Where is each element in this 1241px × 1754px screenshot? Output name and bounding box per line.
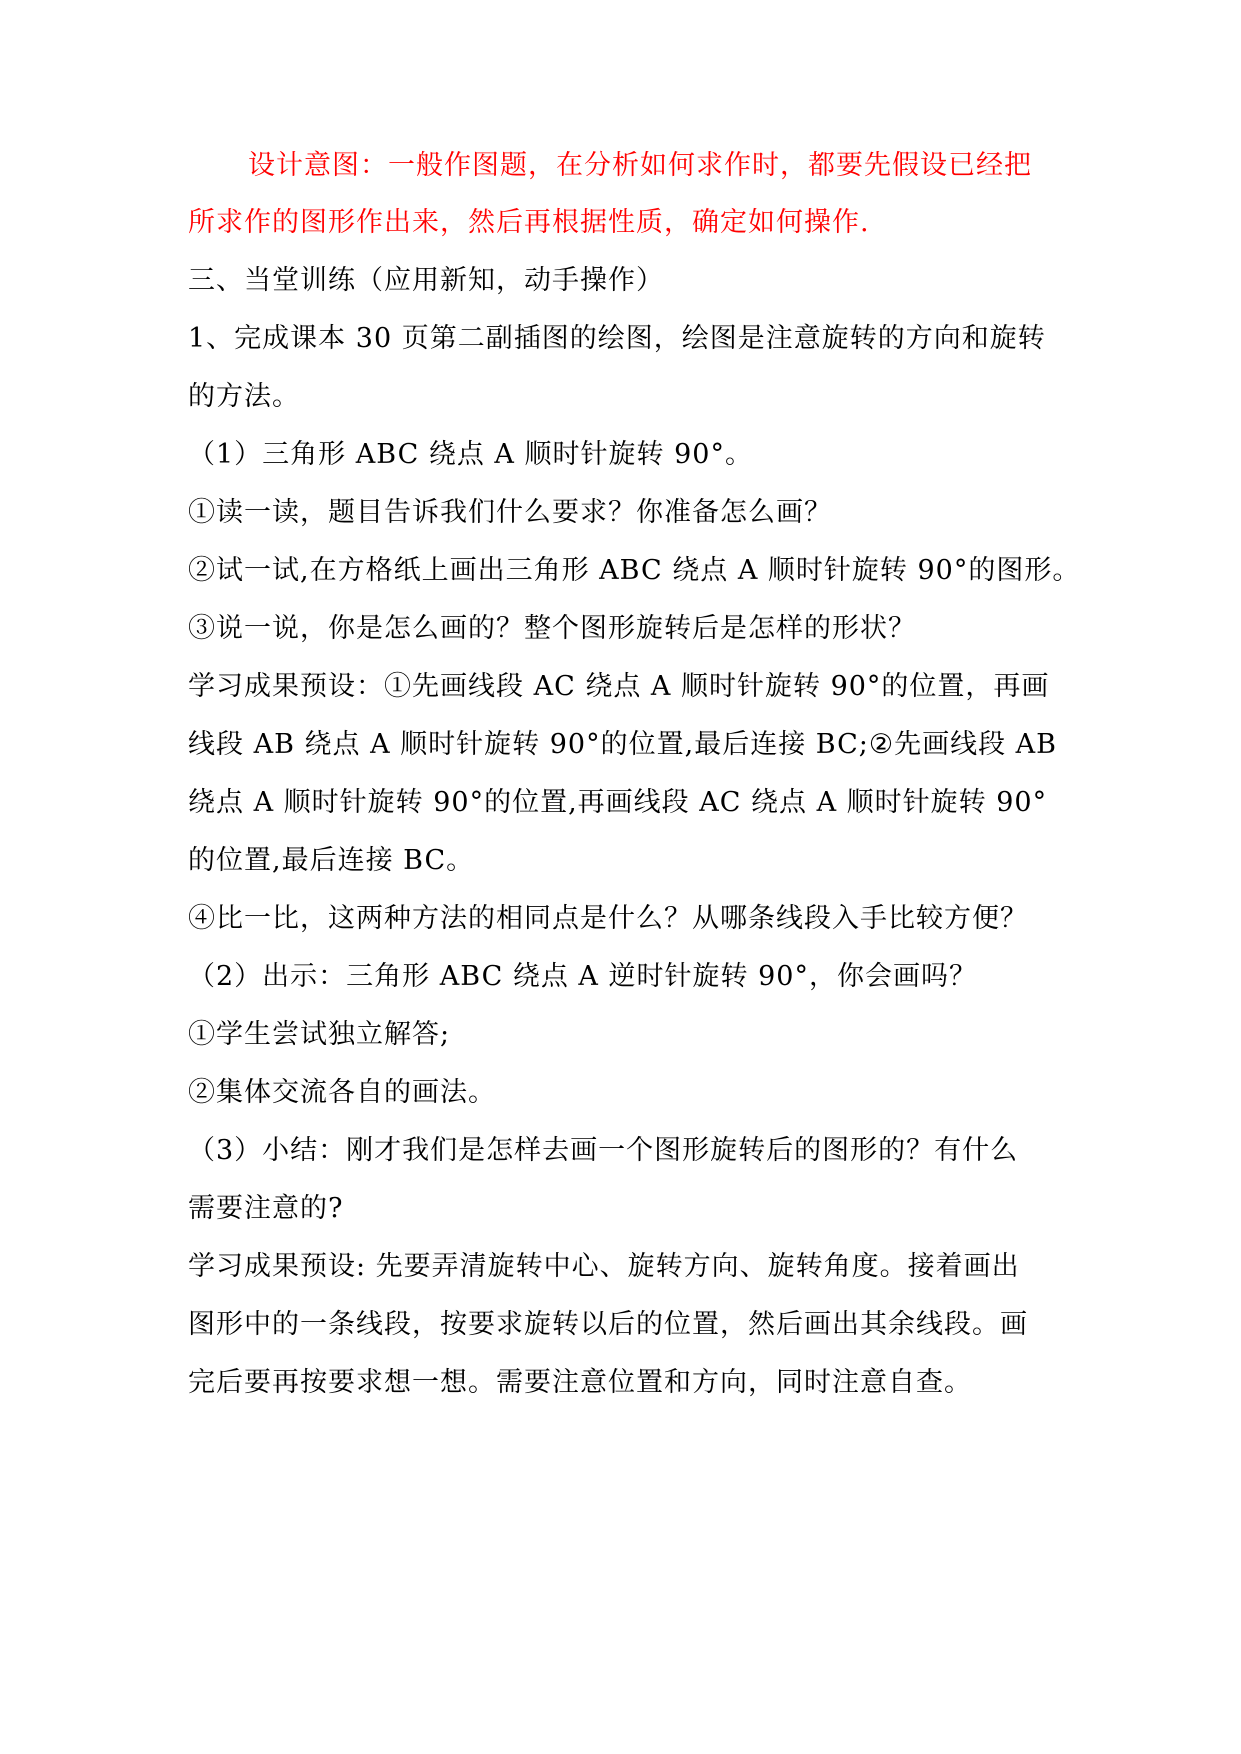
step-try: ②试一试,在方格纸上画出三角形 ABC 绕点 A 顺时针旋转 90°的图形。: [188, 555, 1081, 586]
step-say: ③说一说，你是怎么画的？整个图形旋转后是怎样的形状？: [188, 613, 916, 644]
task-1-line-1: 1、完成课本 30 页第二副插图的绘图，绘图是注意旋转的方向和旋转: [188, 323, 1046, 354]
subtask-2-step-1: ①学生尝试独立解答;: [188, 1019, 451, 1050]
expected-outcome-1-line-1: 学习成果预设：①先画线段 AC 绕点 A 顺时针旋转 90°的位置，再画: [188, 671, 1050, 702]
expected-outcome-1-line-2: 线段 AB 绕点 A 顺时针旋转 90°的位置,最后连接 BC;②先画线段 AB: [188, 729, 1057, 760]
step-read: ①读一读，题目告诉我们什么要求？你准备怎么画？: [188, 497, 832, 528]
section-heading: 三、当堂训练（应用新知，动手操作）: [188, 265, 664, 296]
design-intent-line-1: 设计意图：一般作图题，在分析如何求作时，都要先假设已经把: [248, 150, 1032, 181]
expected-outcome-1-line-4: 的位置,最后连接 BC。: [188, 845, 475, 876]
subtask-2-step-2: ②集体交流各自的画法。: [188, 1077, 496, 1108]
expected-outcome-2-line-2: 图形中的一条线段，按要求旋转以后的位置，然后画出其余线段。画: [188, 1309, 1028, 1340]
expected-outcome-1-line-3: 绕点 A 顺时针旋转 90°的位置,再画线段 AC 绕点 A 顺时针旋转 90°: [188, 787, 1048, 818]
subtask-1-title: （1）三角形 ABC 绕点 A 顺时针旋转 90°。: [188, 439, 753, 470]
task-1-line-2: 的方法。: [188, 381, 300, 412]
expected-outcome-2-line-3: 完后要再按要求想一想。需要注意位置和方向，同时注意自查。: [188, 1367, 972, 1398]
step-compare: ④比一比，这两种方法的相同点是什么？从哪条线段入手比较方便？: [188, 903, 1028, 934]
subtask-2-title: （2）出示：三角形 ABC 绕点 A 逆时针旋转 90°，你会画吗？: [188, 961, 977, 992]
summary-line-1: （3）小结：刚才我们是怎样去画一个图形旋转后的图形的？有什么: [188, 1135, 1019, 1166]
expected-outcome-2-line-1: 学习成果预设: 先要弄清旋转中心、旋转方向、旋转角度。接着画出: [188, 1251, 1020, 1282]
summary-line-2: 需要注意的?: [188, 1193, 344, 1224]
design-intent-line-2: 所求作的图形作出来，然后再根据性质，确定如何操作.: [188, 207, 870, 238]
